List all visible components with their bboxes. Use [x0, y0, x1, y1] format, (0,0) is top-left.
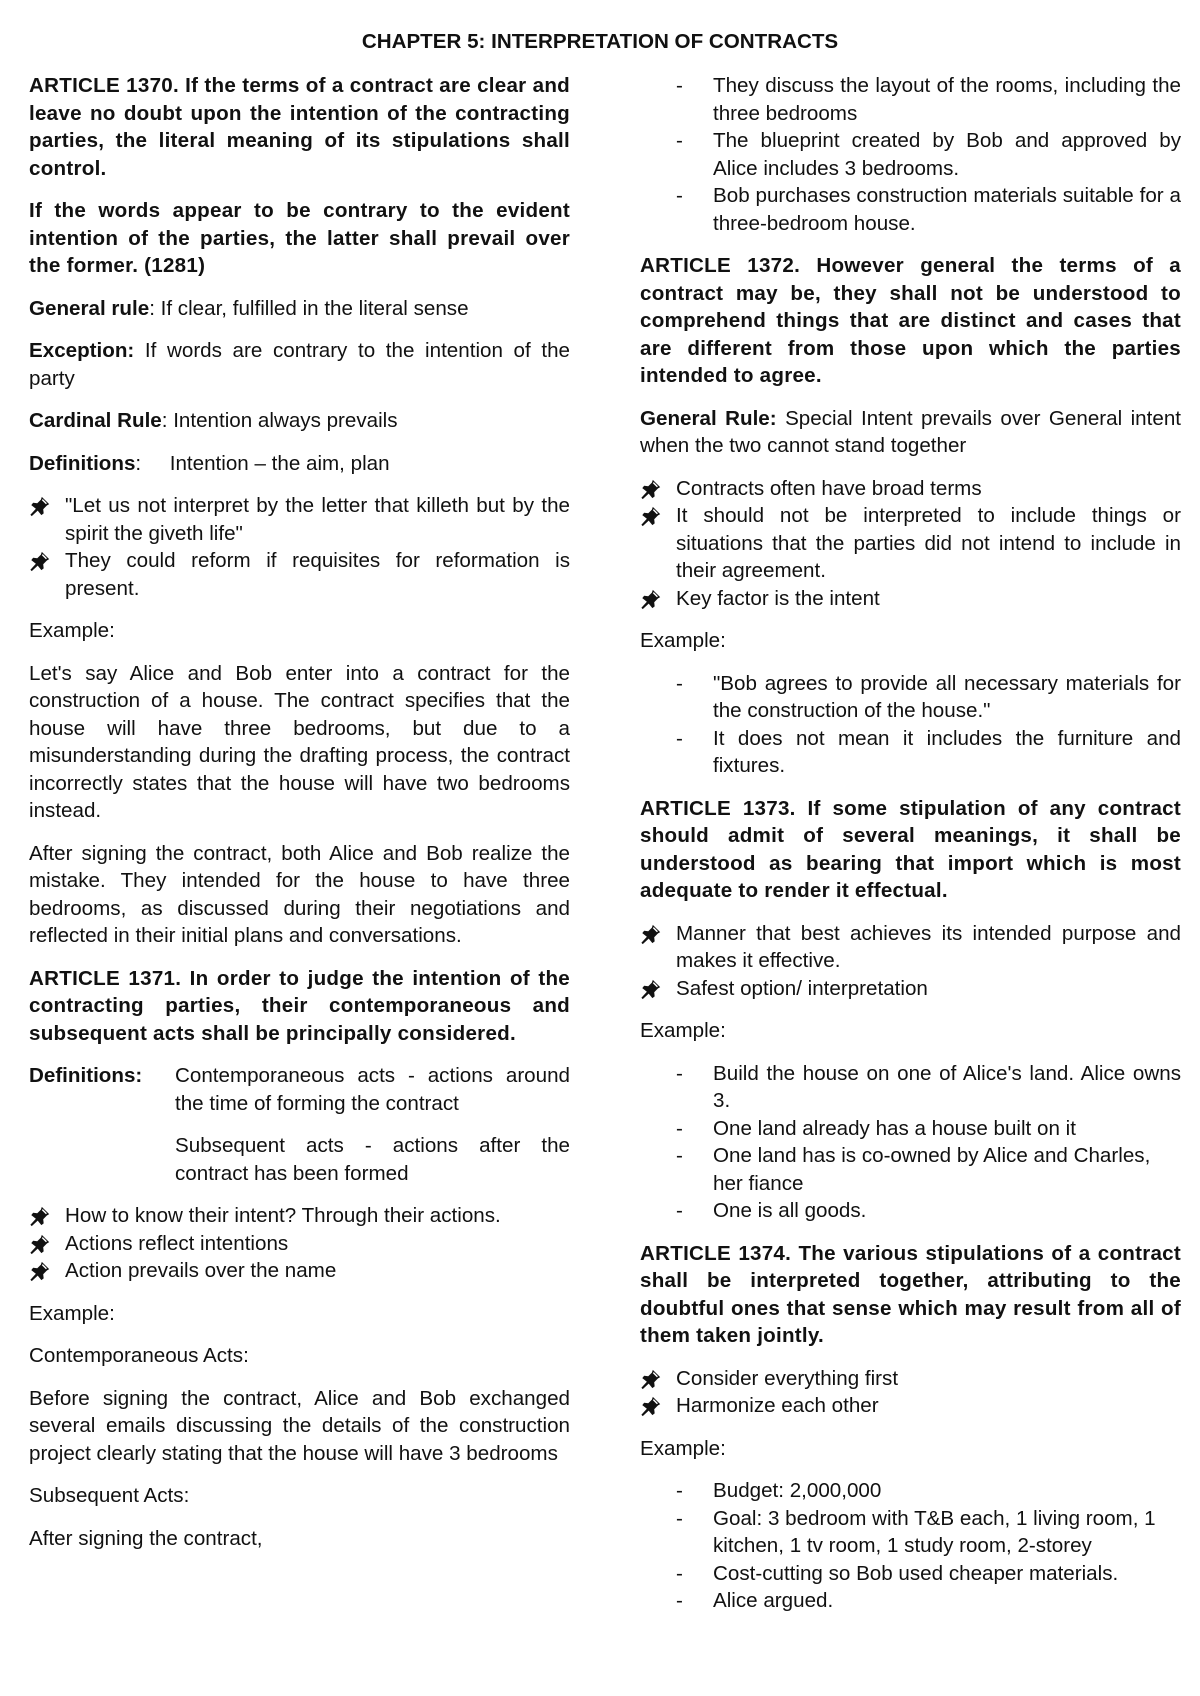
- definitions-label: Definitions:: [29, 1064, 143, 1087]
- article-1370-second-paragraph: If the words appear to be contrary to the evident intention of the parties, the latter shall prevail over the former. (1281): [29, 199, 570, 277]
- example-paragraph: After signing the contract, both Alice and Bob realize the mistake. They intended for the house to have three bedrooms, as discussed during their negotiations and reflected in their initial plans and conversations.: [29, 841, 570, 947]
- cardinal-rule-text: : Intention always prevails: [161, 409, 398, 432]
- example-paragraph: Let's say Alice and Bob enter into a contract for the construction of a house. The contract specifies that the house will have three bedrooms, but due to a misunderstanding during the drafting process, the contract incorrectly states that the house will have two bedrooms instead.: [29, 661, 570, 822]
- article-1373-text: ARTICLE 1373. If some stipulation of any contract should admit of several meanings, it shall be understood as bearing that import which is most adequate to render it effectual.: [640, 796, 1181, 902]
- pin-list: [29, 492, 570, 602]
- example-label: Example:: [640, 1436, 726, 1460]
- pushpin-icon: [29, 550, 51, 572]
- list-item: - "Bob agrees to provide all necessary materials for the construction of the house.": [640, 670, 1181, 725]
- list-item: - Budget: 2,000,000: [640, 1477, 1181, 1505]
- list-item: - Goal: 3 bedroom with T&B each, 1 living room, 1 kitchen, 1 tv room, 1 study room, 2-storey: [640, 1505, 1181, 1560]
- article-1371-text: ARTICLE 1371. In order to judge the intention of the contracting parties, their contemporaneous and subsequent acts shall be principally considered.: [29, 966, 570, 1045]
- pin-list: [640, 920, 1181, 1003]
- pushpin-icon: [29, 495, 51, 517]
- list-item: How to know their intent? Through their actions.: [29, 1202, 570, 1230]
- definitions-text: : Intention – the aim, plan: [135, 451, 390, 475]
- pushpin-icon: [29, 1260, 51, 1282]
- subsequent-acts-label: Subsequent Acts:: [29, 1484, 190, 1507]
- exception: [29, 337, 570, 392]
- definitions: [29, 450, 570, 478]
- subsequent-acts-text: After signing the contract,: [29, 1526, 263, 1550]
- article-1374-text: ARTICLE 1374. The various stipulations of a contract shall be interpreted together, attributing to the doubtful ones that sense which may result from all of them taken jointly.: [640, 1241, 1181, 1347]
- left-column: [29, 72, 570, 1567]
- example-label: Example:: [29, 1301, 115, 1325]
- list-item: - Alice argued.: [640, 1587, 1181, 1615]
- list-item: Harmonize each other: [640, 1392, 1181, 1420]
- cardinal-rule-label: Cardinal Rule: [29, 409, 162, 432]
- example-label: Example:: [640, 629, 726, 652]
- general-rule: [29, 295, 570, 323]
- dash-list: [640, 1477, 1181, 1615]
- list-item: Actions reflect intentions: [29, 1230, 570, 1258]
- exception-label: Exception:: [29, 339, 135, 362]
- chapter-title: CHAPTER 5: INTERPRETATION OF CONTRACTS: [361, 30, 839, 53]
- list-item: - One is all goods.: [640, 1197, 1181, 1225]
- dash-list: [640, 72, 1181, 237]
- list-item: - One land has is co-owned by Alice and Charles, her fiance: [640, 1142, 1181, 1197]
- pushpin-icon: [29, 1205, 51, 1227]
- example-label: Example:: [29, 619, 115, 642]
- list-item: - The blueprint created by Bob and approved by Alice includes 3 bedrooms.: [640, 127, 1181, 182]
- definition-item: Subsequent acts - actions after the contract has been formed: [175, 1134, 570, 1185]
- pushpin-icon: [640, 1368, 662, 1390]
- list-item: - Cost-cutting so Bob used cheaper materials.: [640, 1560, 1181, 1588]
- list-item: Consider everything first: [640, 1365, 1181, 1393]
- article-1372-text: ARTICLE 1372. However general the terms of a contract may be, they shall not be understood to comprehend things that are distinct and cases that are different from those upon which the parties intended to agree.: [640, 254, 1181, 387]
- pushpin-icon: [640, 505, 662, 527]
- general-rule-text: Special Intent prevails over General intent when the two cannot stand together: [640, 406, 1181, 457]
- definitions-label: Definitions: [29, 451, 136, 475]
- general-rule: [640, 405, 1181, 460]
- contemporaneous-acts-label: Contemporaneous Acts:: [29, 1344, 249, 1367]
- list-item: Contracts often have broad terms: [640, 475, 1181, 503]
- pushpin-icon: [640, 588, 662, 610]
- definitions-block: [29, 1062, 570, 1187]
- list-item: Action prevails over the name: [29, 1257, 570, 1285]
- pin-list: [640, 475, 1181, 613]
- list-item: It should not be interpreted to include things or situations that the parties did not intend to include in their agreement.: [640, 502, 1181, 585]
- example-label: Example:: [640, 1019, 726, 1042]
- pushpin-icon: [640, 478, 662, 500]
- list-item: - They discuss the layout of the rooms, including the three bedrooms: [640, 72, 1181, 127]
- list-item: - It does not mean it includes the furniture and fixtures.: [640, 725, 1181, 780]
- list-item: Safest option/ interpretation: [640, 975, 1181, 1003]
- definitions-body: [175, 1062, 570, 1187]
- list-item: - Build the house on one of Alice's land. Alice owns 3.: [640, 1060, 1181, 1115]
- pushpin-icon: [640, 923, 662, 945]
- list-item: - One land already has a house built on it: [640, 1115, 1181, 1143]
- pin-list: [640, 1365, 1181, 1420]
- dash-list: [640, 670, 1181, 780]
- list-item: "Let us not interpret by the letter that killeth but by the spirit the giveth life": [29, 492, 570, 547]
- cardinal-rule: [29, 407, 570, 435]
- exception-text: If words are contrary to the intention of the party: [29, 339, 570, 390]
- general-rule-label: General Rule:: [640, 406, 777, 430]
- article-1370-text: ARTICLE 1370. If the terms of a contract are clear and leave no doubt upon the intention of the contracting parties, the literal meaning of its stipulations shall control.: [29, 74, 570, 180]
- pushpin-icon: [640, 978, 662, 1000]
- general-rule-label: General rule: [29, 296, 150, 320]
- list-item: They could reform if requisites for reformation is present.: [29, 547, 570, 602]
- dash-list: [640, 1060, 1181, 1225]
- pin-list: [29, 1202, 570, 1285]
- list-item: Manner that best achieves its intended purpose and makes it effective.: [640, 920, 1181, 975]
- list-item: Key factor is the intent: [640, 585, 1181, 613]
- pushpin-icon: [640, 1395, 662, 1417]
- contemporaneous-acts-text: Before signing the contract, Alice and Bob exchanged several emails discussing the details of the construction project clearly stating that the house will have 3 bedrooms: [29, 1386, 570, 1465]
- right-column: [640, 72, 1181, 1630]
- general-rule-text: : If clear, fulfilled in the literal sense: [149, 296, 469, 320]
- pushpin-icon: [29, 1233, 51, 1255]
- definition-item: Contemporaneous acts - actions around the time of forming the contract: [175, 1064, 570, 1115]
- list-item: - Bob purchases construction materials suitable for a three-bedroom house.: [640, 182, 1181, 237]
